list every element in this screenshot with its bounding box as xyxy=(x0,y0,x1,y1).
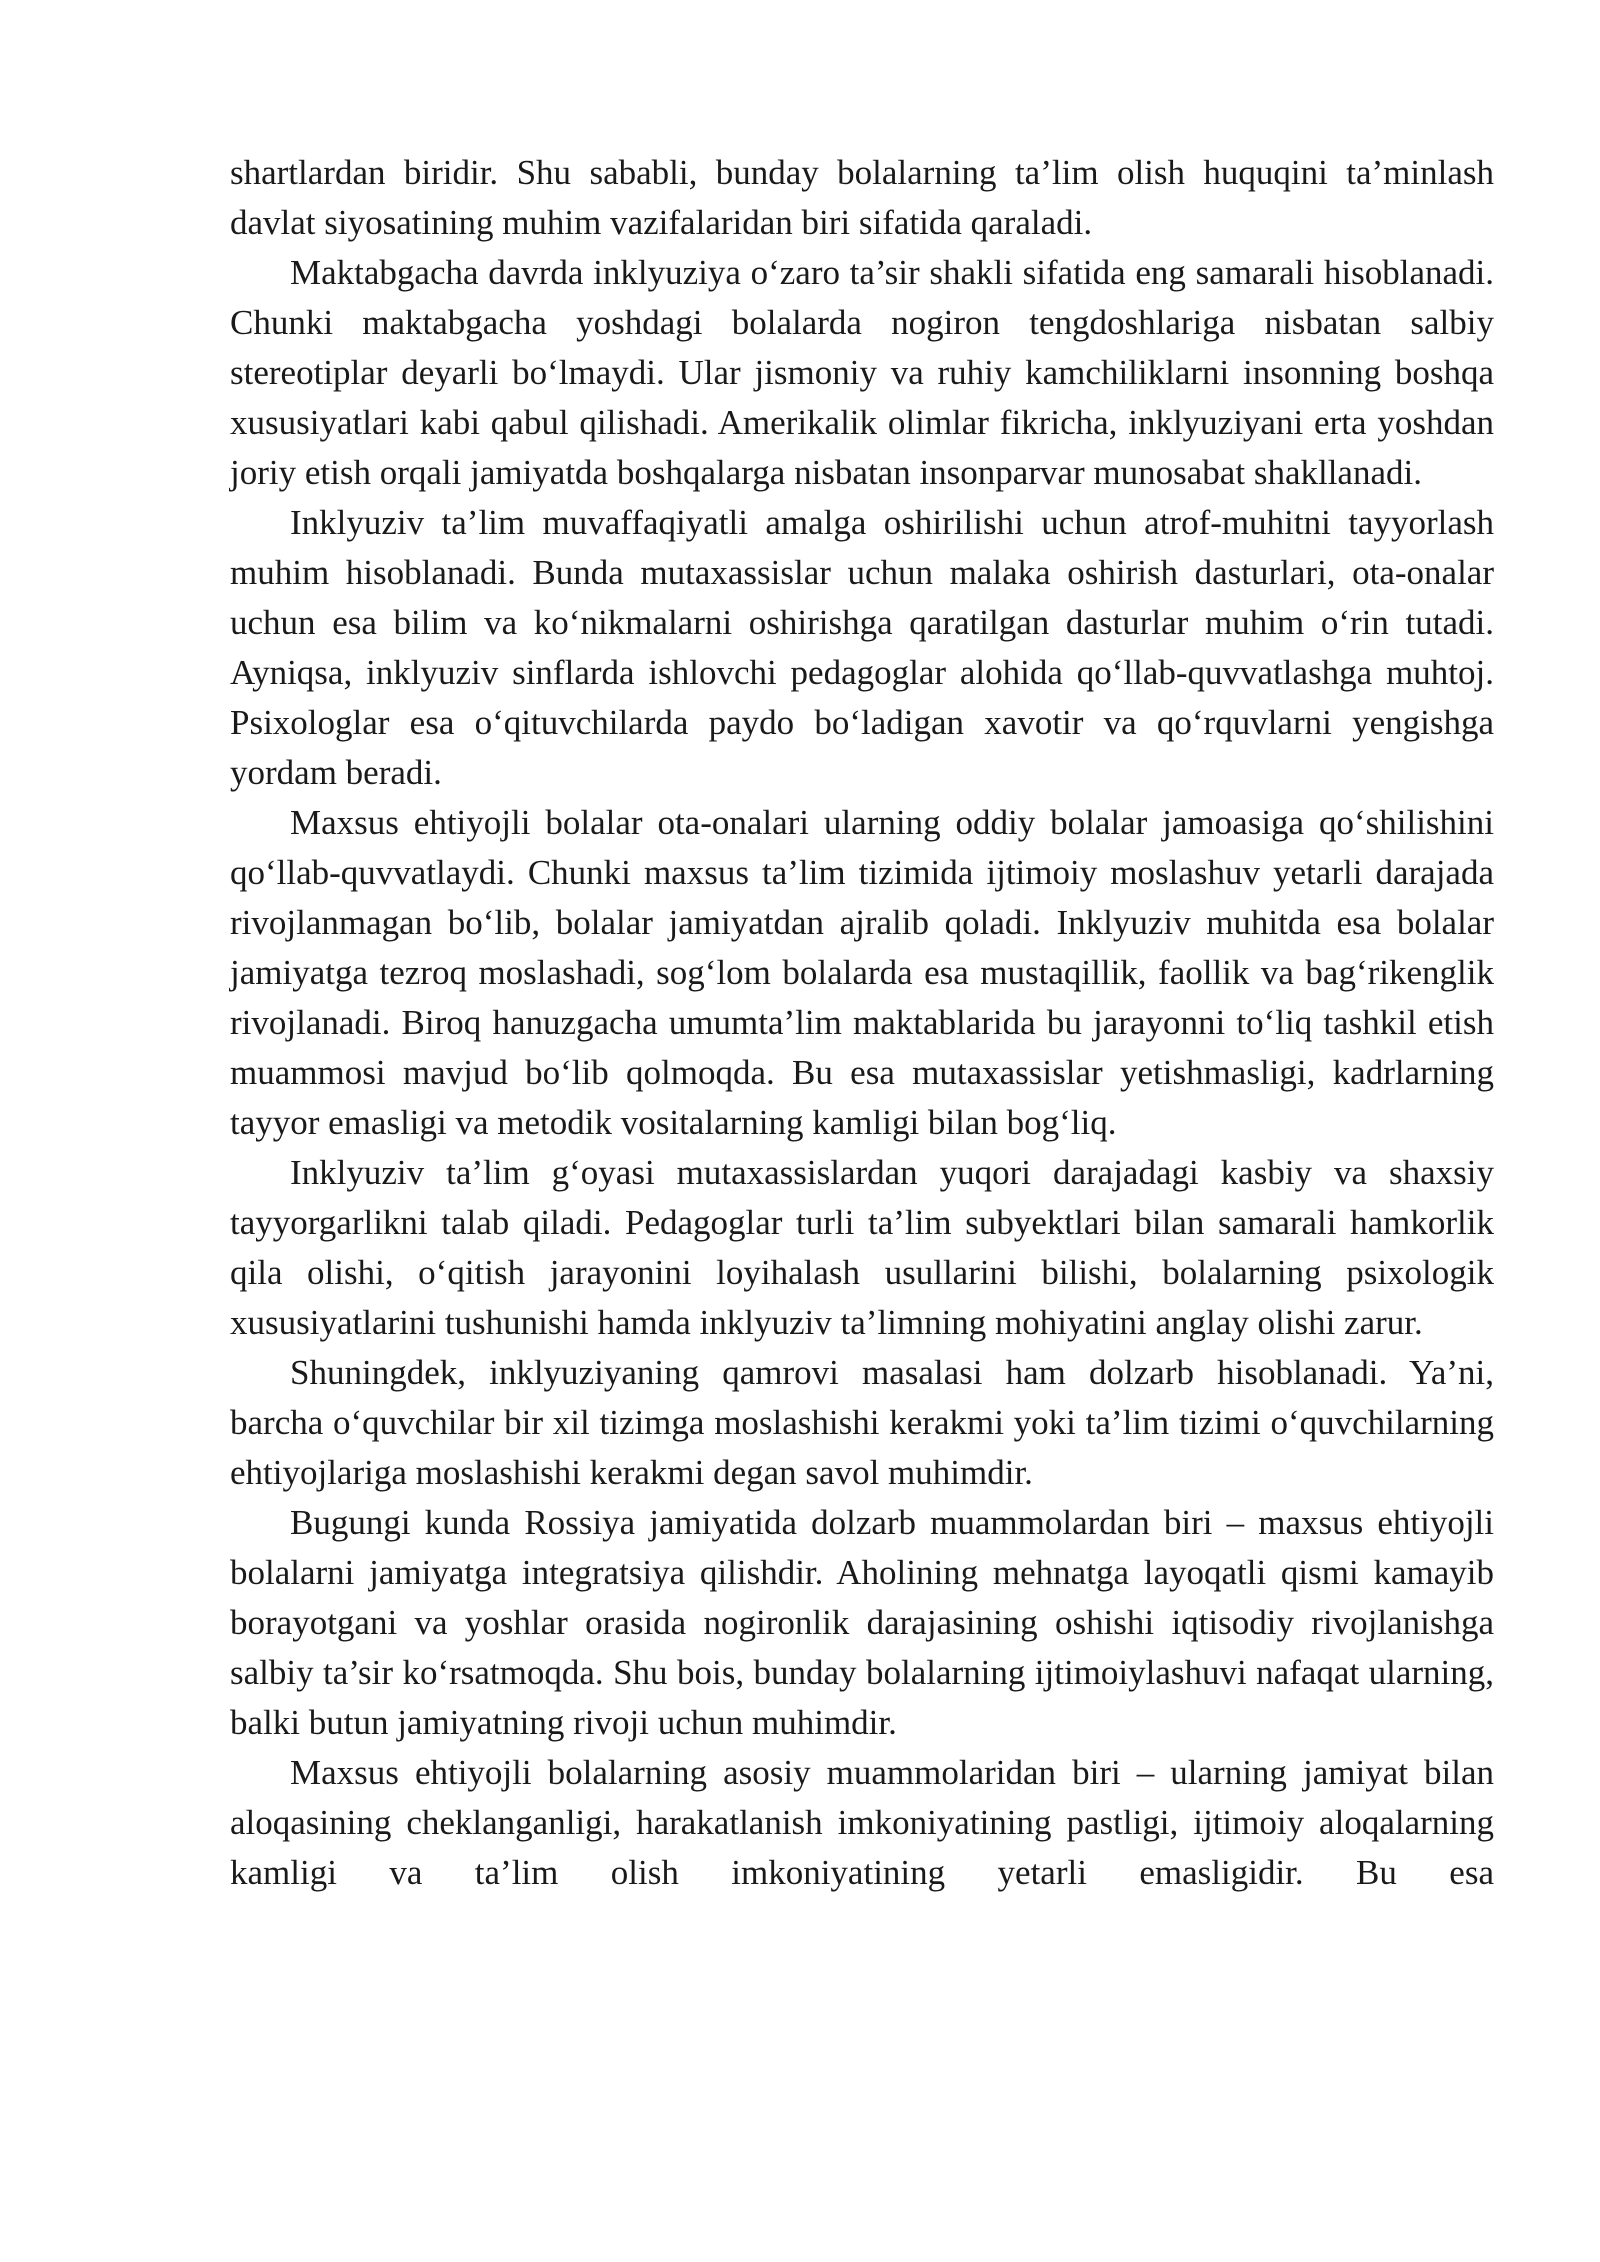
paragraph-3: Inklyuziv ta’lim muvaffaqiyatli amalga oshirilishi uchun atrof-muhitni tayyorlash muhim hisoblanadi. Bunda mutaxassislar uchun malaka oshirish dasturlari, ota-onalar uchun esa bilim va ko‘nikmalarni oshirishga qaratilgan dasturlar muhim o‘rin tutadi. Ayniqsa, inklyuziv sinflarda ishlovchi pedagoglar alohida qo‘llab-quvvatlashga muhtoj. Psixologlar esa o‘qituvchilarda paydo bo‘ladigan xavotir va qo‘rquvlarni yengishga yordam beradi. xyxy=(230,503,1494,792)
paragraph-5: Inklyuziv ta’lim g‘oyasi mutaxassislardan yuqori darajadagi kasbiy va shaxsiy tayyorgarlikni talab qiladi. Pedagoglar turli ta’lim subyektlari bilan samarali hamkorlik qila olishi, o‘qitish jarayonini loyihalash usullarini bilishi, bolalarning psixologik xususiyatlarini tushunishi hamda inklyuziv ta’limning mohiyatini anglay olishi zarur. xyxy=(230,1153,1494,1342)
paragraph-6: Shuningdek, inklyuziyaning qamrovi masalasi ham dolzarb hisoblanadi. Ya’ni, barcha o‘quvchilar bir xil tizimga moslashishi kerakmi yoki ta’lim tizimi o‘quvchilarning ehtiyojlariga moslashishi kerakmi degan savol muhimdir. xyxy=(230,1353,1494,1492)
paragraph-7: Bugungi kunda Rossiya jamiyatida dolzarb muammolardan biri – maxsus ehtiyojli bolalarni jamiyatga integratsiya qilishdir. Aholining mehnatga layoqatli qismi kamayib borayotgani va yoshlar orasida nogironlik darajasining oshishi iqtisodiy rivojlanishga salbiy ta’sir ko‘rsatmoqda. Shu bois, bunday bolalarning ijtimoiylashuvi nafaqat ularning, balki butun jamiyatning rivoji uchun muhimdir. xyxy=(230,1503,1494,1742)
document-page xyxy=(230,148,1494,1898)
paragraph-2: Maktabgacha davrda inklyuziya o‘zaro ta’sir shakli sifatida eng samarali hisoblanadi. Chunki maktabgacha yoshdagi bolalarda nogiron tengdoshlariga nisbatan salbiy stereotiplar deyarli bo‘lmaydi. Ular jismoniy va ruhiy kamchiliklarni insonning boshqa xususiyatlari kabi qabul qilishadi. Amerikalik olimlar fikricha, inklyuziyani erta yoshdan joriy etish orqali jamiyatda boshqalarga nisbatan insonparvar munosabat shakllanadi. xyxy=(230,253,1494,492)
paragraph-8: Maxsus ehtiyojli bolalarning asosiy muammolaridan biri – ularning jamiyat bilan aloqasining cheklanganligi, harakatlanish imkoniyatining pastligi, ijtimoiy aloqalarning kamligi va ta’lim olish imkoniyatining yetarli emasligidir. Bu esa xyxy=(230,1753,1494,1892)
paragraph-1: shartlardan biridir. Shu sababli, bunday bolalarning ta’lim olish huquqini ta’minlash davlat siyosatining muhim vazifalaridan biri sifatida qaraladi. xyxy=(230,153,1494,242)
paragraph-4: Maxsus ehtiyojli bolalar ota-onalari ularning oddiy bolalar jamoasiga qo‘shilishini qo‘llab-quvvatlaydi. Chunki maxsus ta’lim tizimida ijtimoiy moslashuv yetarli darajada rivojlanmagan bo‘lib, bolalar jamiyatdan ajralib qoladi. Inklyuziv muhitda esa bolalar jamiyatga tezroq moslashadi, sog‘lom bolalarda esa mustaqillik, faollik va bag‘rikenglik rivojlanadi. Biroq hanuzgacha umumta’lim maktablarida bu jarayonni to‘liq tashkil etish muammosi mavjud bo‘lib qolmoqda. Bu esa mutaxassislar yetishmasligi, kadrlarning tayyor emasligi va metodik vositalarning kamligi bilan bog‘liq. xyxy=(230,803,1494,1142)
